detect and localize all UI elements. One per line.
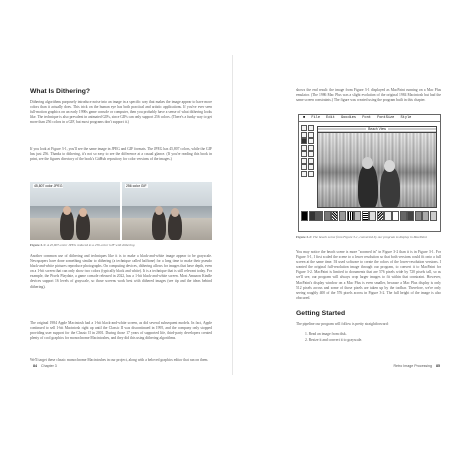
chapter-label: Chapter 3	[41, 364, 57, 368]
figure-3-1-caption	[30, 243, 212, 249]
right-page-number: 85	[436, 364, 440, 368]
right-paragraph-1: shows the end result: the image from Figure 3-1 displayed as MacPaint running on a Mac Plus emulator. (The 1986 Mac Plus was a slight evolution of the original 1984 Macintosh but had the same screen constraints.) The figure was created using the program built in this chapter.	[296, 88, 441, 103]
menu-font: Font	[362, 116, 371, 120]
figure-3-1-number: Figure 3-1:	[30, 243, 47, 247]
left-paragraph-4: The original 1984 Apple Macintosh had a 1-bit black-and-white screen, as did several subsequent models. In fact, Apple continued to sell 1-bit Macintosh right up until the Classic II was discontinued in 1995, and the company only stopped providing user support for the Classic II in 2001. During those 17 years of supported life, third-party developers created plenty of cool graphics for monochrome Macintoshes, and they did this using dithering algorithms.	[30, 321, 212, 341]
gif-label: 256 color GIF	[126, 184, 147, 188]
figure-3-2-caption	[296, 235, 441, 245]
rounded-rect-tool-icon	[301, 164, 307, 170]
figure-3-1	[30, 182, 212, 240]
menu-fontsize: FontSize	[377, 116, 395, 120]
jpeg-photo	[30, 182, 120, 240]
menu-edit: Edit	[326, 116, 335, 120]
paint-bucket-icon	[301, 138, 307, 144]
tool-palette	[301, 125, 314, 199]
brush-tool-icon	[301, 145, 307, 151]
pencil-tool-icon	[308, 145, 314, 151]
figure-3-2-text: The beach scene from Figure 3-1, converted by our program to display in MacPaint	[312, 235, 427, 239]
oval-tool-icon	[301, 171, 307, 177]
dithered-person-right	[380, 166, 400, 208]
left-page-number: 84	[33, 364, 37, 368]
figure-3-2-macpaint-window	[298, 114, 441, 232]
dithered-person-left	[358, 163, 378, 208]
left-page	[0, 0, 232, 465]
grabber-tool-icon	[301, 132, 307, 138]
macpaint-menubar	[299, 115, 440, 122]
menu-file: File	[311, 116, 320, 120]
left-paragraph-2: If you look at Figure 3-1, you'll see the same image in JPEG and GIF formats. The JPEG has 45,807 colors, while the GIF has just 256. Thanks to dithering, it's not so easy to see the difference at a casual glance. (If you're reading this book in print, see the figures directory of the book's GitHub repository for color versions of the images.)	[30, 147, 212, 162]
lasso-tool-icon	[308, 125, 314, 131]
pattern-palette	[301, 211, 437, 221]
left-folio	[30, 364, 57, 368]
jpeg-label: 45,807 color JPEG	[34, 184, 63, 188]
right-paragraph-3: The pipeline our program will follow is pretty straightforward:	[296, 322, 389, 326]
left-paragraph-1: Dithering algorithms purposely introduce noise into an image in a specific way that makes the image appear to have more colors than it actually does. This trick on the human eye has both practical and artistic applications. If you've ever seen full-motion graphics on an early 1990s game console or computer, then you probably have a sense of what dithering looks like. The technique is also prevalent in animated GIFs, since GIFs can only support 256 colors. (There's a funky way to get more than 256 colors in a GIF, but most programs don't support it.)	[30, 100, 212, 125]
right-paragraph-2: You may notice the beach scene is more "zoomed in" in Figure 3-2 than it is in Figure 3-1. For Figure 3-1, I first scaled the scene to a lower resolution so that both versions could fit onto a full screen at the same time. I'd used software to create the colors of the lower-resolution versions. I wanted the original full-resolution image through our program, to convert it to MacPaint for Figure 3-2. MacPaint is limited to documents that are 576 pixels wide by 720 pixels tall, so as we'll see, our program will always crop larger images to fit within that constraint. However, MacPaint's display window on a Mac Plus is even smaller, because a Mac Plus display is only 512 pixels across and some of those pixels are taken up by the toolbar. Therefore, we're only seeing roughly 400 of the 576 pixels across in Figure 3-2. The full height of the image is also obscured.	[296, 250, 441, 300]
document-window	[317, 126, 437, 208]
filled-rectangle-tool-icon	[308, 158, 314, 164]
menu-goodies: Goodies	[340, 116, 357, 120]
document-title: Beach View	[368, 127, 386, 131]
right-page	[233, 0, 465, 465]
apple-menu-icon: ■	[303, 116, 306, 120]
left-paragraph-3: Another common use of dithering and techniques like it is to make a black-and-white image appear to be grayscale. Newspapers have done something similar to dithering (a technique called halftone) for a long time to make their pseudo black-and-white pictures reproduce photographs. On computing devices, dithering allows for images that have depth, even on a 1-bit screen that can only show two colors (typically black and white). It is a technique that is still relevant today. For example, the Pixels Playdate, a game console released in 2022, has a 1-bit black-and-white screen. Most Amazon Kindle devices support 16 levels of grayscale, so those screens work best with dithered images (see tip and the ideas behind dithering).	[30, 254, 212, 289]
pipeline-list	[305, 332, 441, 343]
list-item: 1. Read an image from disk.	[305, 332, 347, 336]
figure-3-1-text: A 45,807-color JPEG reduced to a 256-color GIF with dithering	[46, 243, 135, 247]
rectangle-tool-icon	[301, 158, 307, 164]
text-tool-icon	[308, 132, 314, 138]
eraser-tool-icon	[308, 151, 314, 157]
gif-photo	[122, 182, 212, 240]
dithered-image	[318, 133, 437, 208]
running-head: Retro Image Processing	[393, 364, 432, 368]
left-paragraph-5: We'll target these classic monochrome Macintoshes in our project, along with a beloved graphics editor that ran on them.	[30, 358, 209, 362]
line-tool-icon	[301, 151, 307, 157]
figure-3-2-number: Figure 3-2:	[296, 235, 313, 239]
filled-oval-tool-icon	[308, 171, 314, 177]
right-folio	[393, 364, 443, 368]
menu-style: Style	[400, 116, 412, 120]
filled-rounded-rect-tool-icon	[308, 164, 314, 170]
spray-can-icon	[308, 138, 314, 144]
selection-tool-icon	[301, 125, 307, 131]
section-title-getting-started: Getting Started	[296, 310, 346, 317]
section-title-dithering: What Is Dithering?	[30, 88, 91, 95]
list-item: 2. Resize it and convert it to grayscale.	[305, 337, 363, 342]
